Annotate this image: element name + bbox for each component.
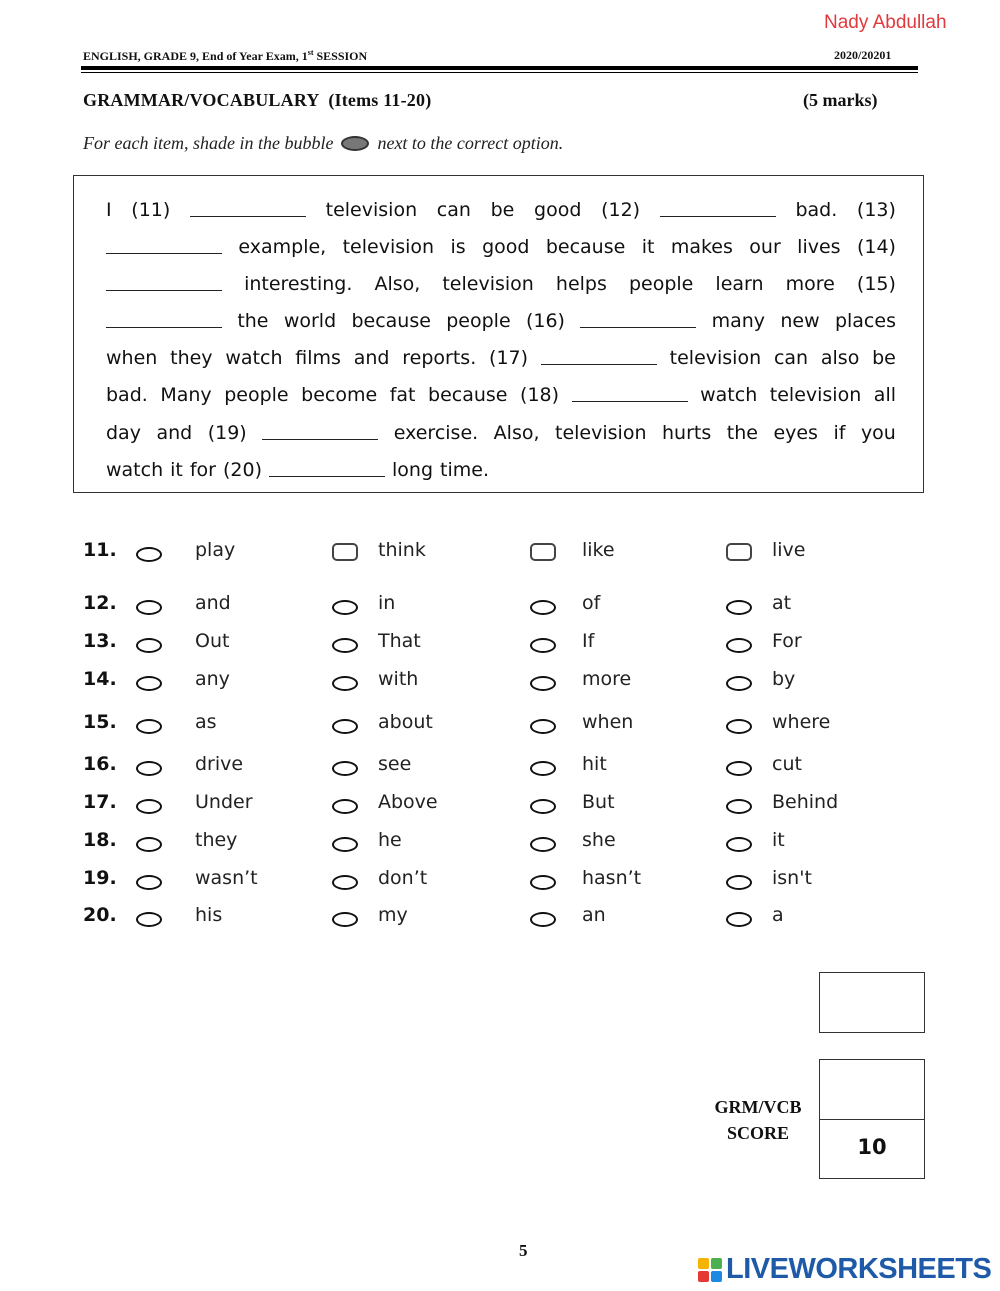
item-row <box>83 753 883 779</box>
item-number: 15. <box>83 711 117 733</box>
passage-line <box>106 383 896 407</box>
exam-header-superscript: st <box>307 48 314 57</box>
option-label: when <box>582 711 634 733</box>
passage-word: (18) <box>520 384 560 406</box>
logo-text: LIVEWORKSHEETS <box>726 1253 992 1285</box>
answer-bubble[interactable] <box>530 837 556 852</box>
passage-word: television <box>555 422 647 444</box>
filled-bubble-icon <box>341 136 369 151</box>
option-label: Behind <box>772 791 839 813</box>
passage-word: (13) <box>856 199 896 221</box>
teacher-mark-box <box>819 972 925 1033</box>
passage-box <box>73 175 924 493</box>
answer-bubble[interactable] <box>332 543 358 561</box>
item-number: 17. <box>83 791 117 813</box>
passage-word: Also, <box>374 273 421 295</box>
option-label: as <box>195 711 217 733</box>
item-row <box>83 711 883 737</box>
passage-word: the <box>726 422 758 444</box>
option-label: like <box>582 539 615 561</box>
passage-word: television <box>342 236 435 258</box>
passage-word: because <box>351 310 431 332</box>
passage-word: it <box>641 236 655 258</box>
answer-blank <box>541 346 657 365</box>
logo-square <box>711 1258 722 1269</box>
passage-word: the <box>237 310 269 332</box>
option-label: with <box>378 668 419 690</box>
answer-bubble[interactable] <box>332 719 358 734</box>
score-box <box>819 1059 925 1179</box>
answer-blank <box>190 198 306 217</box>
answer-bubble[interactable] <box>726 543 752 561</box>
passage-word: because <box>428 384 508 406</box>
passage-word: they <box>170 347 213 369</box>
answer-bubble[interactable] <box>530 761 556 776</box>
answer-bubble[interactable] <box>530 676 556 691</box>
option-label: an <box>582 904 606 926</box>
answer-bubble[interactable] <box>332 638 358 653</box>
section-title: GRAMMAR/VOCABULARY (Items 11-20) <box>83 90 432 110</box>
passage-word: be <box>872 347 896 369</box>
option-label: cut <box>772 753 802 775</box>
option-label: and <box>195 592 231 614</box>
answer-bubble[interactable] <box>530 719 556 734</box>
answer-blank <box>106 235 222 254</box>
option-label: they <box>195 829 238 851</box>
option-label: For <box>772 630 802 652</box>
option-label: drive <box>195 753 244 775</box>
option-label: Above <box>378 791 438 813</box>
answer-bubble[interactable] <box>136 547 162 562</box>
passage-line <box>106 235 896 259</box>
option-label: in <box>378 592 396 614</box>
answer-bubble[interactable] <box>726 638 752 653</box>
passage-word: watch <box>106 459 164 481</box>
logo-square <box>711 1271 722 1282</box>
passage-word: day <box>106 422 141 444</box>
passage-word: fat <box>389 384 416 406</box>
answer-bubble[interactable] <box>726 719 752 734</box>
item-row <box>83 904 883 930</box>
passage-word: good <box>482 236 530 258</box>
logo-mark-icon <box>698 1258 722 1282</box>
answer-bubble[interactable] <box>136 719 162 734</box>
option-label: at <box>772 592 792 614</box>
answer-bubble[interactable] <box>136 799 162 814</box>
passage-line <box>106 346 896 370</box>
passage-word: good <box>534 199 582 221</box>
answer-bubble[interactable] <box>332 761 358 776</box>
instruction-after: next to the correct option. <box>377 133 564 153</box>
score-label-line1: GRM/VCB <box>714 1097 802 1117</box>
passage-word: (19) <box>207 422 247 444</box>
passage-word: and <box>156 422 193 444</box>
option-label: wasn’t <box>195 867 258 889</box>
passage-word: films <box>295 347 341 369</box>
passage-word: people <box>446 310 511 332</box>
exam-year: 2020/20201 <box>834 48 892 62</box>
passage-word: you <box>860 422 896 444</box>
passage-word: it <box>170 459 183 481</box>
answer-bubble[interactable] <box>332 875 358 890</box>
passage-word: bad. <box>106 384 148 406</box>
passage-word: makes <box>670 236 733 258</box>
exam-header <box>83 48 367 64</box>
passage-word: for <box>189 459 216 481</box>
answer-bubble[interactable] <box>726 912 752 927</box>
passage-word: be <box>490 199 515 221</box>
passage-word: places <box>834 310 896 332</box>
passage-word: exercise. <box>393 422 479 444</box>
answer-bubble[interactable] <box>726 761 752 776</box>
option-label: If <box>582 630 595 652</box>
passage-word: learn <box>715 273 764 295</box>
answer-blank <box>262 421 378 440</box>
passage-word: many <box>711 310 766 332</box>
liveworksheets-logo <box>698 1253 991 1286</box>
answer-bubble[interactable] <box>332 799 358 814</box>
passage-word: hurts <box>662 422 712 444</box>
passage-word: television <box>769 384 862 406</box>
option-label: he <box>378 829 402 851</box>
passage-word: helps <box>555 273 607 295</box>
option-label: isn't <box>772 867 812 889</box>
section-marks: (5 marks) <box>803 90 878 110</box>
passage-line <box>106 198 896 222</box>
item-row <box>83 867 883 893</box>
item-number: 20. <box>83 904 117 926</box>
option-label: play <box>195 539 236 561</box>
passage-word: if <box>833 422 846 444</box>
passage-word: I <box>106 199 112 221</box>
passage-word: and <box>353 347 390 369</box>
option-label: she <box>582 829 616 851</box>
passage-word: (15) <box>856 273 896 295</box>
passage-word: (17) <box>489 347 529 369</box>
passage-word: time. <box>440 459 489 481</box>
instruction-before: For each item, shade in the bubble <box>83 133 334 153</box>
passage-word: (16) <box>525 310 565 332</box>
option-label: hit <box>582 753 607 775</box>
instruction <box>83 133 563 154</box>
answer-bubble[interactable] <box>530 543 556 561</box>
header-rule-thin <box>81 72 918 73</box>
item-row <box>83 829 883 855</box>
item-row <box>83 539 883 565</box>
exam-header-text: ENGLISH, GRADE 9, End of Year Exam, 1 <box>83 49 308 63</box>
answer-bubble[interactable] <box>530 638 556 653</box>
option-label: any <box>195 668 230 690</box>
answer-bubble[interactable] <box>136 600 162 615</box>
answer-bubble[interactable] <box>726 676 752 691</box>
answer-bubble[interactable] <box>136 912 162 927</box>
passage-word: lives <box>797 236 841 258</box>
option-label: it <box>772 829 785 851</box>
answer-bubble[interactable] <box>136 638 162 653</box>
answer-bubble[interactable] <box>136 676 162 691</box>
answer-blank <box>580 309 696 328</box>
item-number: 14. <box>83 668 117 690</box>
passage-word: more <box>785 273 835 295</box>
passage-word: reports. <box>402 347 477 369</box>
page-number: 5 <box>519 1241 528 1260</box>
option-label: about <box>378 711 433 733</box>
item-number: 12. <box>83 592 117 614</box>
passage-word: (11) <box>131 199 171 221</box>
passage-line <box>106 309 896 333</box>
option-label: by <box>772 668 796 690</box>
answer-bubble[interactable] <box>530 912 556 927</box>
item-row <box>83 630 883 656</box>
passage-word: (12) <box>601 199 641 221</box>
passage-word: television <box>442 273 534 295</box>
passage-word: also <box>820 347 860 369</box>
option-label: my <box>378 904 408 926</box>
answer-bubble[interactable] <box>530 875 556 890</box>
item-number: 19. <box>83 867 117 889</box>
passage-word: watch <box>700 384 758 406</box>
passage-word: is <box>450 236 466 258</box>
score-box-divider <box>820 1119 924 1120</box>
answer-bubble[interactable] <box>530 799 556 814</box>
exam-header-tail: SESSION <box>313 49 368 63</box>
answer-blank <box>660 198 776 217</box>
score-total: 10 <box>857 1135 887 1159</box>
logo-square <box>698 1271 709 1282</box>
passage-word: people <box>628 273 694 295</box>
option-label: where <box>772 711 831 733</box>
option-label: of <box>582 592 601 614</box>
author-name: Nady Abdullah <box>824 12 947 33</box>
item-number: 11. <box>83 539 117 561</box>
answer-blank <box>269 458 385 477</box>
answer-blank <box>106 272 222 291</box>
passage-word: can <box>773 347 809 369</box>
score-label <box>700 1094 816 1146</box>
passage-line <box>106 421 896 445</box>
passage-word: new <box>780 310 820 332</box>
passage-word: Also, <box>493 422 540 444</box>
passage-word: all <box>873 384 896 406</box>
answer-bubble[interactable] <box>332 600 358 615</box>
option-label: his <box>195 904 223 926</box>
item-row <box>83 668 883 694</box>
answer-bubble[interactable] <box>136 761 162 776</box>
passage-line <box>106 458 896 482</box>
passage-word: interesting. <box>244 273 353 295</box>
option-label: That <box>378 630 421 652</box>
option-label: But <box>582 791 615 813</box>
passage-word: television <box>669 347 762 369</box>
item-number: 16. <box>83 753 117 775</box>
item-number: 13. <box>83 630 117 652</box>
answer-bubble[interactable] <box>332 837 358 852</box>
option-label: think <box>378 539 426 561</box>
logo-square <box>698 1258 709 1269</box>
answer-bubble[interactable] <box>332 912 358 927</box>
header-rule <box>81 66 918 70</box>
passage-word: people <box>224 384 289 406</box>
item-row <box>83 592 883 618</box>
passage-word: world <box>283 310 337 332</box>
option-label: live <box>772 539 806 561</box>
passage-word: television <box>325 199 418 221</box>
passage-word: when <box>106 347 158 369</box>
option-label: don’t <box>378 867 428 889</box>
answer-bubble[interactable] <box>530 600 556 615</box>
option-label: hasn’t <box>582 867 642 889</box>
option-label: more <box>582 668 632 690</box>
answer-bubble[interactable] <box>726 875 752 890</box>
score-label-line2: SCORE <box>726 1123 789 1143</box>
passage-line <box>106 272 896 296</box>
answer-bubble[interactable] <box>726 600 752 615</box>
answer-bubble[interactable] <box>726 799 752 814</box>
option-label: Under <box>195 791 253 813</box>
passage-word: Many <box>160 384 212 406</box>
item-number: 18. <box>83 829 117 851</box>
option-label: a <box>772 904 784 926</box>
passage-word: our <box>749 236 781 258</box>
passage-word: (14) <box>856 236 896 258</box>
passage-word: (20) <box>222 459 262 481</box>
answer-blank <box>572 383 688 402</box>
passage-word: because <box>545 236 626 258</box>
passage-word: watch <box>225 347 283 369</box>
option-label: see <box>378 753 412 775</box>
answer-bubble[interactable] <box>136 875 162 890</box>
answer-bubble[interactable] <box>136 837 162 852</box>
passage-word: can <box>436 199 471 221</box>
passage-word: long <box>392 459 434 481</box>
answer-bubble[interactable] <box>332 676 358 691</box>
option-label: Out <box>195 630 230 652</box>
passage-word: example, <box>238 236 327 258</box>
passage-word: eyes <box>773 422 818 444</box>
answer-bubble[interactable] <box>726 837 752 852</box>
passage-word: become <box>301 384 378 406</box>
answer-blank <box>106 309 222 328</box>
item-row <box>83 791 883 817</box>
passage-word: bad. <box>795 199 838 221</box>
